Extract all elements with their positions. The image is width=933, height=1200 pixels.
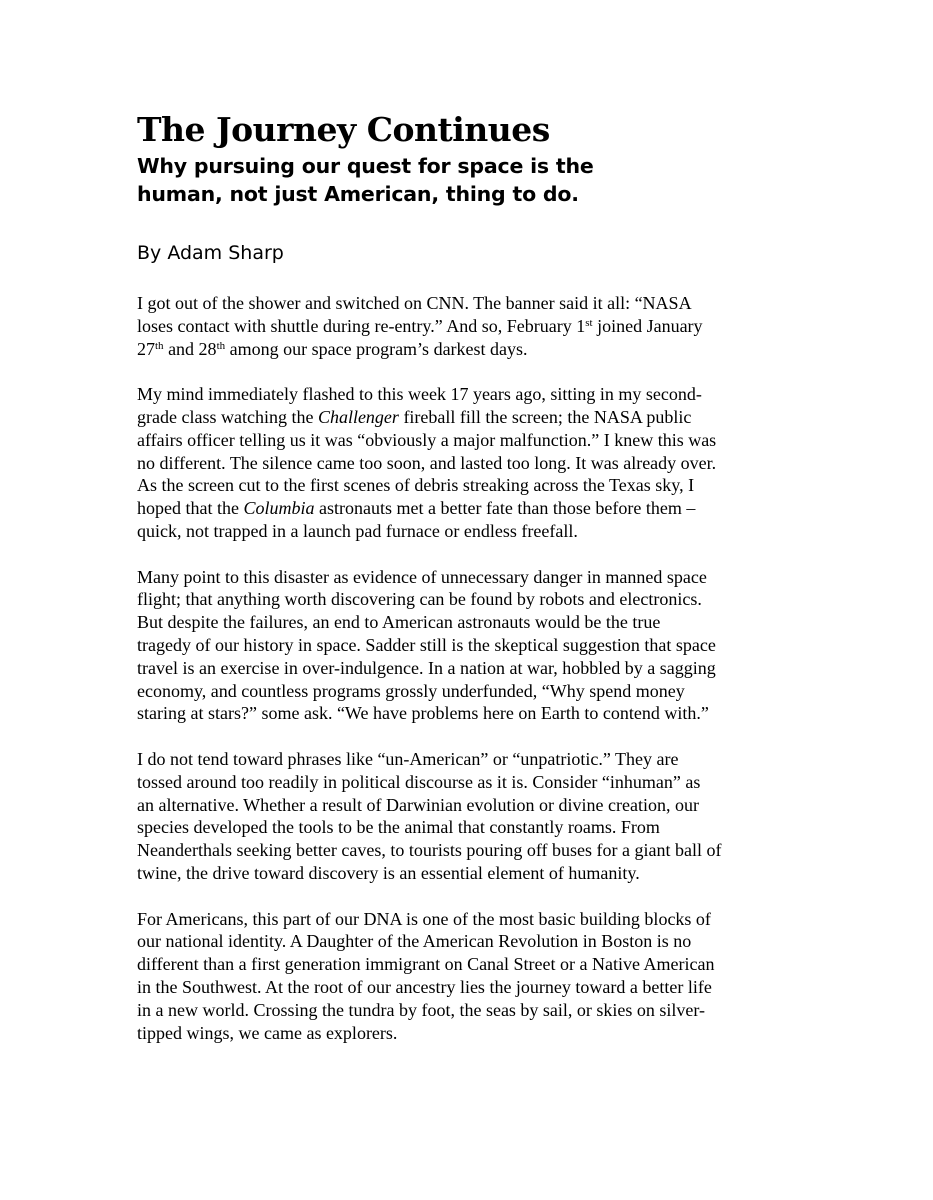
text-line: [137, 520, 837, 543]
subtitle-line: human, not just American, thing to do.: [137, 182, 579, 206]
text-line: [137, 406, 837, 429]
text-run: in the Southwest. At the root of our ancestry lies the journey toward a better life: [137, 976, 712, 997]
text-run: twine, the drive toward discovery is an essential element of humanity.: [137, 862, 640, 883]
text-run: tipped wings, we came as explorers.: [137, 1022, 398, 1043]
text-run: As the screen cut to the first scenes of debris streaking across the Texas sky, I: [137, 475, 695, 496]
text-line: [137, 452, 837, 475]
text-run: grade class watching the: [137, 406, 318, 427]
text-line: [137, 1022, 837, 1045]
text-line: [137, 862, 837, 885]
text-run: fireball fill the screen; the NASA public: [398, 406, 692, 427]
text-run: Many point to this disaster as evidence of unnecessary danger in manned space: [137, 566, 707, 587]
superscript: th: [216, 339, 226, 352]
text-run: tragedy of our history in space. Sadder still is the skeptical suggestion that space: [137, 634, 716, 655]
text-run: tossed around too readily in political discourse as it is. Consider “inhuman” as: [137, 771, 701, 792]
text-line: [137, 657, 837, 680]
text-line: [137, 839, 837, 862]
text-line: [137, 497, 837, 520]
text-run: species developed the tools to be the animal that constantly roams. From: [137, 817, 660, 838]
text-line: [137, 794, 837, 817]
text-run: travel is an exercise in over-indulgence. In a nation at war, hobbled by a sagging: [137, 657, 716, 678]
text-run: among our space program’s darkest days.: [225, 338, 528, 359]
subtitle-line: Why pursuing our quest for space is the: [137, 154, 594, 178]
text-run: staring at stars?” some ask. “We have problems here on Earth to contend with.”: [137, 703, 709, 724]
body-paragraph: [137, 383, 837, 543]
text-line: [137, 908, 837, 931]
text-line: [137, 999, 837, 1022]
text-line: [137, 566, 837, 589]
text-run: our national identity. A Daughter of the American Revolution in Boston is no: [137, 931, 692, 952]
text-run: My mind immediately flashed to this week 17 years ago, sitting in my second-: [137, 384, 702, 405]
text-run: But despite the failures, an end to American astronauts would be the true: [137, 612, 661, 633]
text-line: [137, 930, 837, 953]
superscript: st: [585, 316, 593, 329]
article-subtitle: [137, 152, 594, 208]
text-line: [137, 816, 837, 839]
body-paragraph: [137, 292, 837, 360]
text-line: [137, 634, 837, 657]
text-line: [137, 976, 837, 999]
text-run: I do not tend toward phrases like “un-American” or “unpatriotic.” They are: [137, 748, 679, 769]
italic-text: Columbia: [243, 498, 315, 519]
text-run: economy, and countless programs grossly underfunded, “Why spend money: [137, 680, 685, 701]
text-run: affairs officer telling us it was “obviously a major malfunction.” I knew this was: [137, 429, 717, 450]
text-line: [137, 338, 837, 361]
text-line: [137, 474, 837, 497]
text-run: an alternative. Whether a result of Darwinian evolution or divine creation, our: [137, 794, 699, 815]
body-paragraph: [137, 566, 837, 726]
text-line: [137, 953, 837, 976]
text-run: loses contact with shuttle during re-entry.” And so, February 1: [137, 315, 586, 336]
text-run: Neanderthals seeking better caves, to tourists pouring off buses for a giant ball of: [137, 840, 722, 861]
text-run: astronauts met a better fate than those before them –: [314, 498, 696, 519]
text-run: flight; that anything worth discovering can be found by robots and electronics.: [137, 589, 702, 610]
text-line: [137, 315, 837, 338]
article-title: The Journey Continues: [137, 110, 550, 149]
text-line: [137, 771, 837, 794]
text-run: hoped that the: [137, 498, 244, 519]
text-run: For Americans, this part of our DNA is one of the most basic building blocks of: [137, 908, 711, 929]
text-run: no different. The silence came too soon, and lasted too long. It was already over.: [137, 452, 717, 473]
text-run: quick, not trapped in a launch pad furnace or endless freefall.: [137, 520, 578, 541]
body-paragraph: [137, 748, 837, 885]
text-line: [137, 383, 837, 406]
text-run: different than a first generation immigrant on Canal Street or a Native American: [137, 954, 715, 975]
text-run: in a new world. Crossing the tundra by foot, the seas by sail, or skies on silver-: [137, 999, 706, 1020]
text-line: [137, 702, 837, 725]
text-line: [137, 588, 837, 611]
body-paragraph: [137, 908, 837, 1045]
text-line: [137, 292, 837, 315]
text-line: [137, 429, 837, 452]
superscript: th: [155, 339, 164, 352]
text-run: joined January: [592, 315, 703, 336]
text-line: [137, 748, 837, 771]
byline: By Adam Sharp: [137, 242, 284, 264]
article-body: [137, 292, 837, 1067]
italic-text: Challenger: [317, 406, 399, 427]
text-line: [137, 611, 837, 634]
text-run: and 28: [163, 338, 217, 359]
text-run: I got out of the shower and switched on CNN. The banner said it all: “NASA: [137, 293, 692, 313]
text-line: [137, 680, 837, 703]
text-run: 27: [137, 338, 155, 359]
